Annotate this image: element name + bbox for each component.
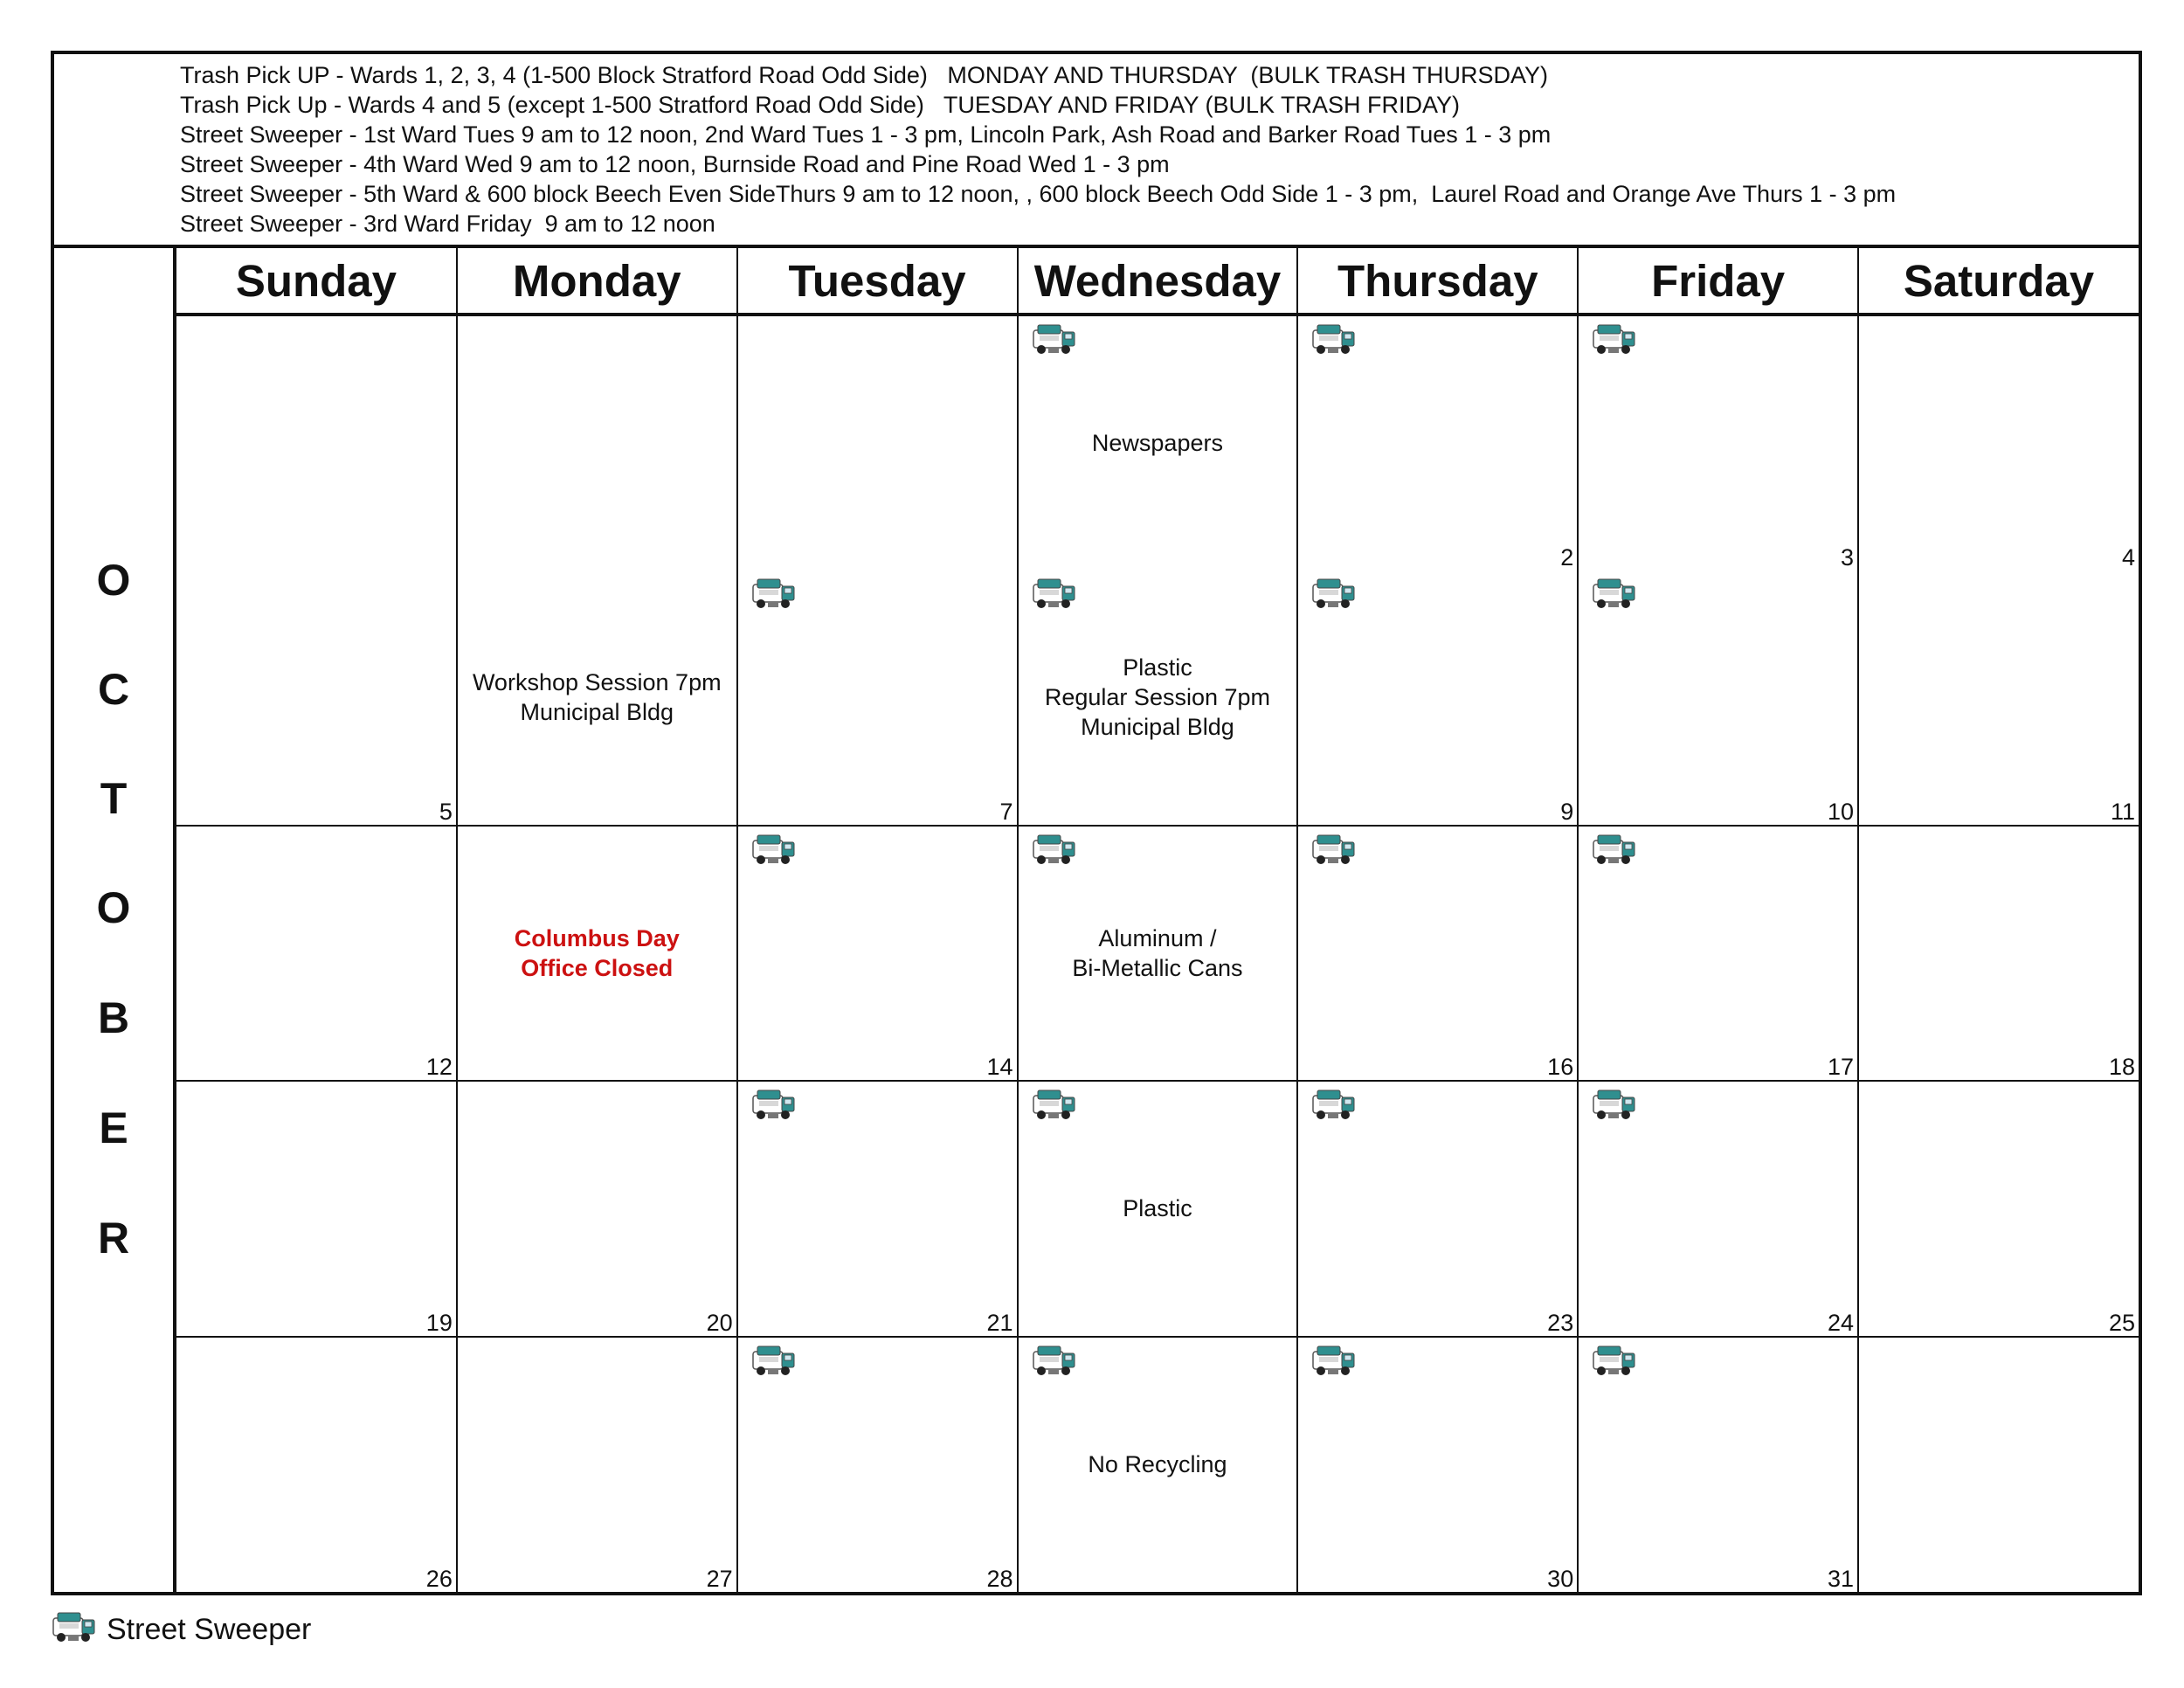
- day-number: 12: [425, 1054, 453, 1081]
- street-sweeper-icon: [1031, 832, 1078, 868]
- month-letter: C: [97, 665, 130, 714]
- day-number: 20: [706, 1310, 733, 1337]
- street-sweeper-icon: [1591, 1343, 1638, 1380]
- street-sweeper-icon: [1031, 1343, 1078, 1380]
- street-sweeper-icon: [1591, 322, 1638, 358]
- day-number: 7: [999, 798, 1013, 825]
- schedule-note: Trash Pick Up - Wards 4 and 5 (except 1-500 Stratford Road Odd Side) TUESDAY AND FRIDAY (BULK TRASH FRIDAY): [180, 92, 1461, 118]
- day-cell: [737, 571, 1018, 826]
- street-sweeper-icon: [750, 1343, 798, 1380]
- weekday-header-row: [176, 248, 2139, 315]
- street-sweeper-icon: [750, 832, 798, 868]
- day-number: 19: [425, 1310, 453, 1337]
- legend: [51, 1608, 311, 1651]
- street-sweeper-icon: [51, 1609, 98, 1650]
- day-cell: [176, 826, 457, 1082]
- weekday-header: Wednesday: [1018, 248, 1298, 315]
- event-text: Plastic Regular Session 7pm Municipal Bldg: [1044, 654, 1271, 740]
- street-sweeper-icon: [1310, 1343, 1358, 1380]
- weekday-header: Thursday: [1297, 248, 1578, 315]
- day-cell: [1858, 1337, 2139, 1592]
- week-row: [176, 1081, 2139, 1337]
- schedule-notes: [54, 54, 2139, 248]
- day-cell: [1018, 1337, 1298, 1592]
- weekday-header: Friday: [1578, 248, 1858, 315]
- event-text: Columbus Day Office Closed: [514, 924, 680, 981]
- day-number: 16: [1547, 1054, 1574, 1081]
- day-cell: [1858, 826, 2139, 1082]
- month-name-column: [54, 248, 176, 1592]
- day-cell: [1297, 1081, 1578, 1337]
- day-cell: [1297, 826, 1578, 1082]
- week-row: [176, 1337, 2139, 1592]
- weekday-header: Saturday: [1858, 248, 2139, 315]
- day-cell: [1858, 315, 2139, 571]
- day-cell: [1858, 1081, 2139, 1337]
- month-letter: T: [100, 774, 128, 823]
- day-number: 25: [2108, 1310, 2135, 1337]
- day-cell: [737, 826, 1018, 1082]
- day-cell: [176, 571, 457, 826]
- event-text: Aluminum / Bi-Metallic Cans: [1072, 924, 1243, 981]
- day-number: 31: [1828, 1566, 1855, 1592]
- schedule-note: Street Sweeper - 3rd Ward Friday 9 am to 12 noon: [180, 211, 715, 237]
- month-letter: O: [96, 883, 131, 932]
- street-sweeper-icon: [1310, 832, 1358, 868]
- day-number: 5: [439, 798, 453, 825]
- calendar-grid: [176, 248, 2139, 1592]
- day-cell: [1858, 571, 2139, 826]
- weekday-header: Tuesday: [737, 248, 1018, 315]
- day-cell: [1578, 1337, 1858, 1592]
- day-number: 18: [2108, 1054, 2135, 1081]
- schedule-note: Trash Pick UP - Wards 1, 2, 3, 4 (1-500 Block Stratford Road Odd Side) MONDAY AND THURSDAY (BULK TRASH THURSDAY): [180, 62, 1548, 88]
- day-cell: [1297, 315, 1578, 571]
- day-cell: [737, 1337, 1018, 1592]
- street-sweeper-icon: [1591, 576, 1638, 612]
- day-cell: [457, 315, 737, 571]
- day-cell: [457, 826, 737, 1082]
- street-sweeper-icon: [1310, 576, 1358, 612]
- street-sweeper-icon: [750, 576, 798, 612]
- day-number: 2: [1560, 543, 1574, 571]
- legend-label: Street Sweeper: [107, 1612, 312, 1646]
- day-number: 4: [2121, 543, 2135, 571]
- day-number: 21: [986, 1310, 1013, 1337]
- day-number: 26: [425, 1566, 453, 1592]
- schedule-note: Street Sweeper - 5th Ward & 600 block Beech Even SideThurs 9 am to 12 noon, , 600 block Beech Odd Side 1 - 3 pm, Laurel Road and Orange Ave Thurs 1 - 3 pm: [180, 181, 1897, 207]
- day-cell: [1018, 571, 1298, 826]
- schedule-note: Street Sweeper - 4th Ward Wed 9 am to 12 noon, Burnside Road and Pine Road Wed 1 - 3 pm: [180, 151, 1170, 177]
- weekday-header: Sunday: [176, 248, 457, 315]
- day-number: 9: [1560, 798, 1574, 825]
- day-cell: [737, 315, 1018, 571]
- street-sweeper-icon: [1031, 576, 1078, 612]
- day-cell: [457, 1081, 737, 1337]
- day-number: 17: [1828, 1054, 1855, 1081]
- event-text: Newspapers: [1091, 430, 1223, 456]
- event-text: Workshop Session 7pm Municipal Bldg: [472, 668, 722, 725]
- day-number: 3: [1841, 543, 1855, 571]
- day-cell: [457, 1337, 737, 1592]
- month-letter: B: [97, 993, 130, 1042]
- day-cell: [1018, 826, 1298, 1082]
- street-sweeper-icon: [1310, 322, 1358, 358]
- street-sweeper-icon: [1031, 322, 1078, 358]
- street-sweeper-icon: [1591, 1087, 1638, 1124]
- day-cell: [176, 1337, 457, 1592]
- month-letter: E: [99, 1103, 128, 1152]
- week-row: [176, 826, 2139, 1082]
- day-cell: [737, 1081, 1018, 1337]
- calendar-table: [176, 248, 2139, 1592]
- day-number: 10: [1828, 798, 1855, 825]
- day-cell: [176, 1081, 457, 1337]
- day-number: 30: [1547, 1566, 1574, 1592]
- calendar-frame: [51, 51, 2142, 1595]
- day-number: 14: [986, 1054, 1013, 1081]
- day-cell: [1018, 1081, 1298, 1337]
- day-number: 27: [706, 1566, 733, 1592]
- day-cell: [1578, 1081, 1858, 1337]
- event-text: No Recycling: [1088, 1451, 1227, 1478]
- day-cell: [1018, 315, 1298, 571]
- day-number: 11: [2110, 798, 2135, 825]
- day-cell: [1297, 571, 1578, 826]
- day-cell: [457, 571, 737, 826]
- street-sweeper-icon: [1591, 832, 1638, 868]
- day-number: 23: [1547, 1310, 1574, 1337]
- day-cell: [1578, 571, 1858, 826]
- week-row: [176, 571, 2139, 826]
- day-number: 28: [986, 1566, 1013, 1592]
- event-text: Plastic: [1123, 1195, 1192, 1222]
- day-cell: [176, 315, 457, 571]
- street-sweeper-icon: [750, 1087, 798, 1124]
- street-sweeper-icon: [1310, 1087, 1358, 1124]
- day-number: 24: [1828, 1310, 1855, 1337]
- weekday-header: Monday: [457, 248, 737, 315]
- day-cell: [1297, 1337, 1578, 1592]
- schedule-note: Street Sweeper - 1st Ward Tues 9 am to 12 noon, 2nd Ward Tues 1 - 3 pm, Lincoln Park, Ash Road and Barker Road Tues 1 - 3 pm: [180, 121, 1552, 148]
- month-letter: O: [96, 556, 131, 605]
- week-row: [176, 315, 2139, 571]
- day-cell: [1578, 826, 1858, 1082]
- street-sweeper-icon: [1031, 1087, 1078, 1124]
- day-cell: [1578, 315, 1858, 571]
- month-letter: R: [97, 1214, 130, 1263]
